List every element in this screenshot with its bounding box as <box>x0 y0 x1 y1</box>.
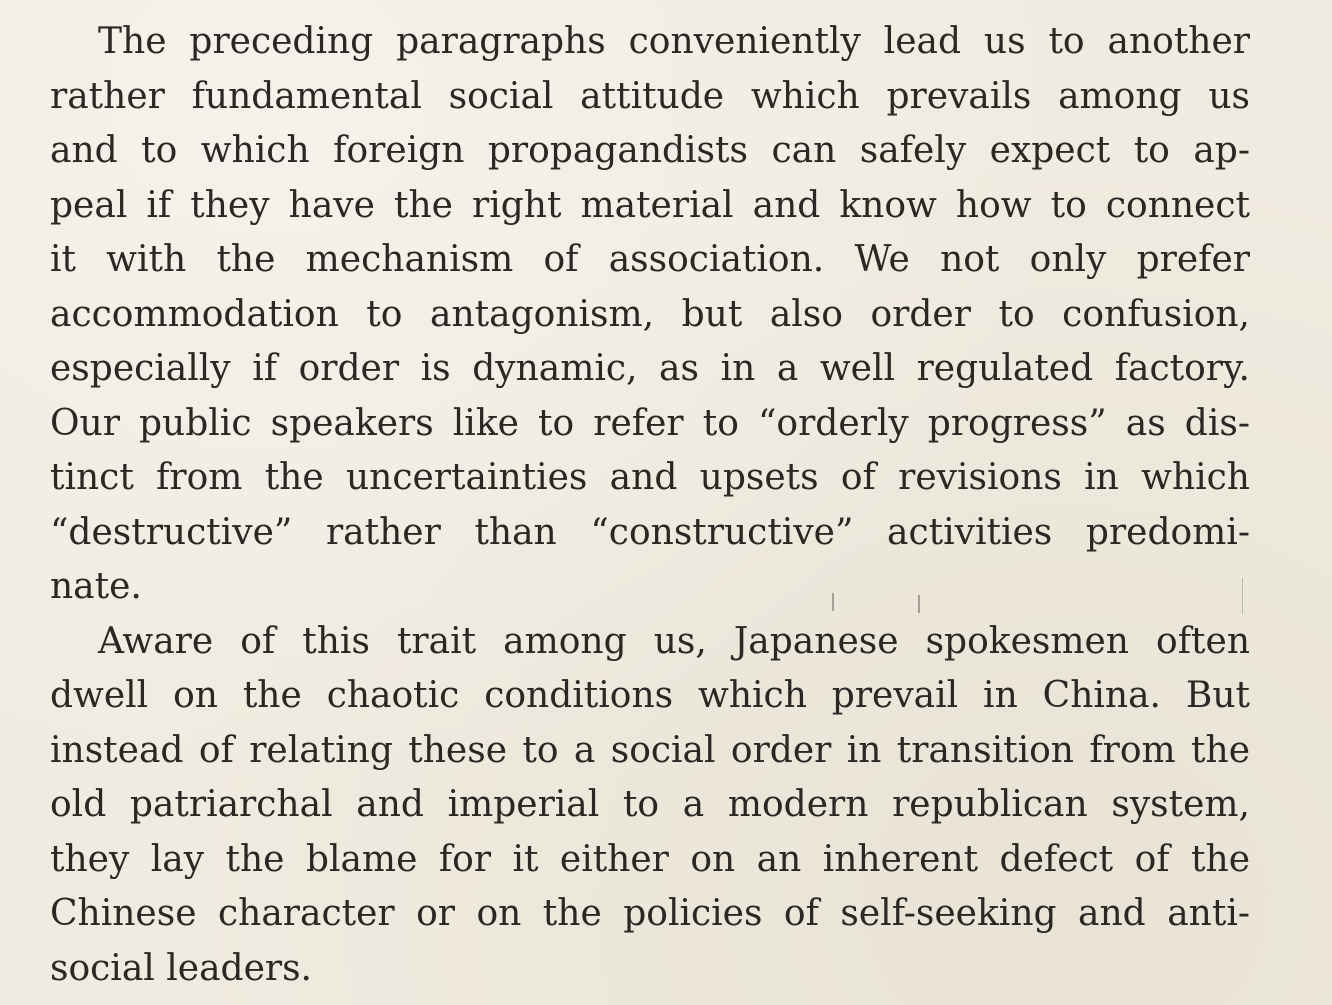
paragraph-1-line-11: nate. <box>50 566 142 607</box>
paragraph-2-line-3: instead of relating these to a social order in transition from the <box>50 729 1250 771</box>
paragraph-1-line-1: The preceding paragraphs conveniently lead us to another <box>98 21 1250 62</box>
paragraph-2-line-4: old patriarchal and imperial to a modern republican system, <box>50 784 1250 825</box>
paragraph-1-line-8: Our public speakers like to refer to “orderly progress” as dis- <box>50 402 1250 444</box>
paragraph-1-line-9: tinct from the uncertainties and upsets of revisions in which <box>50 457 1250 498</box>
paragraph-1-line-4: peal if they have the right material and know how to connect <box>50 184 1250 226</box>
print-through-mark <box>918 595 920 613</box>
paragraph-1-line-6: accommodation to antagonism, but also order to confusion, <box>50 293 1250 335</box>
paragraph-1-line-10: “destructive” rather than “constructive” activities predomi- <box>50 511 1250 553</box>
paragraph-2-line-6: Chinese character or on the policies of self-seeking and anti- <box>50 893 1250 934</box>
page-text <box>50 15 1250 996</box>
paragraph-2-line-5: they lay the blame for it either on an inherent defect of the <box>50 838 1250 880</box>
paragraph-2-line-2: dwell on the chaotic conditions which prevail in China. But <box>50 675 1250 716</box>
paragraph-1-line-5: it with the mechanism of association. We not only prefer <box>50 239 1250 280</box>
paragraph-1-line-2: rather fundamental social attitude which prevails among us <box>50 75 1250 117</box>
print-through-mark <box>1242 578 1243 614</box>
paragraph-2-line-1: Aware of this trait among us, Japanese spokesmen often <box>98 620 1250 662</box>
paragraph-2-line-7: social leaders. <box>50 947 313 989</box>
print-through-mark <box>832 593 834 611</box>
paragraph-1-line-7: especially if order is dynamic, as in a well regulated factory. <box>50 348 1250 389</box>
paragraph-1-line-3: and to which foreign propagandists can safely expect to ap- <box>50 130 1250 171</box>
